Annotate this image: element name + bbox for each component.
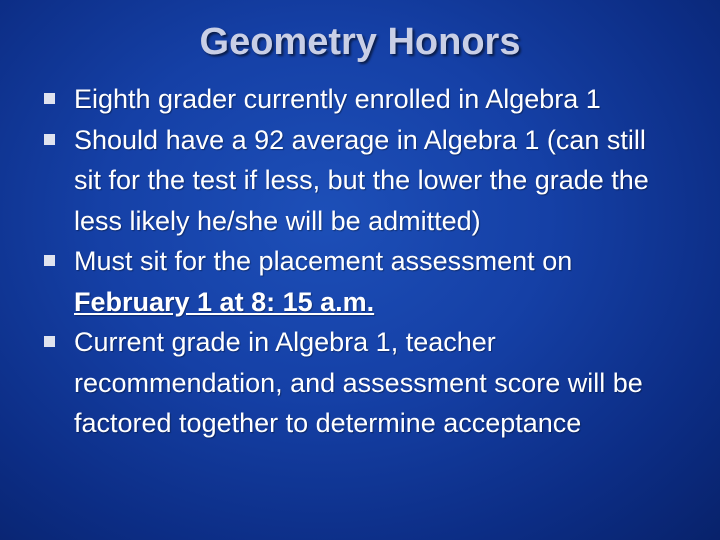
square-bullet-icon <box>44 93 55 104</box>
bullet-item-average <box>0 120 720 242</box>
slide-title: Geometry Honors <box>199 21 521 63</box>
bullet-text: Current grade in Algebra 1, teacher recommendation, and assessment score will be factored together to determine acceptance <box>74 327 643 438</box>
square-bullet-icon <box>44 255 55 266</box>
bullet-item-criteria <box>0 322 720 444</box>
bullet-list <box>0 79 720 444</box>
assessment-date: February 1 at 8: 15 a.m. <box>74 286 375 317</box>
square-bullet-icon <box>44 134 55 145</box>
bullet-item-assessment <box>0 241 720 322</box>
bullet-text: Should have a 92 average in Algebra 1 (can still sit for the test if less, but the lower the grade the less likely he/she will be admitted) <box>74 124 649 236</box>
bullet-text: Must sit for the placement assessment on <box>74 246 573 276</box>
bullet-text: Eighth grader currently enrolled in Algebra 1 <box>74 84 601 114</box>
bullet-item-enrollment <box>0 79 720 120</box>
square-bullet-icon <box>44 336 55 347</box>
